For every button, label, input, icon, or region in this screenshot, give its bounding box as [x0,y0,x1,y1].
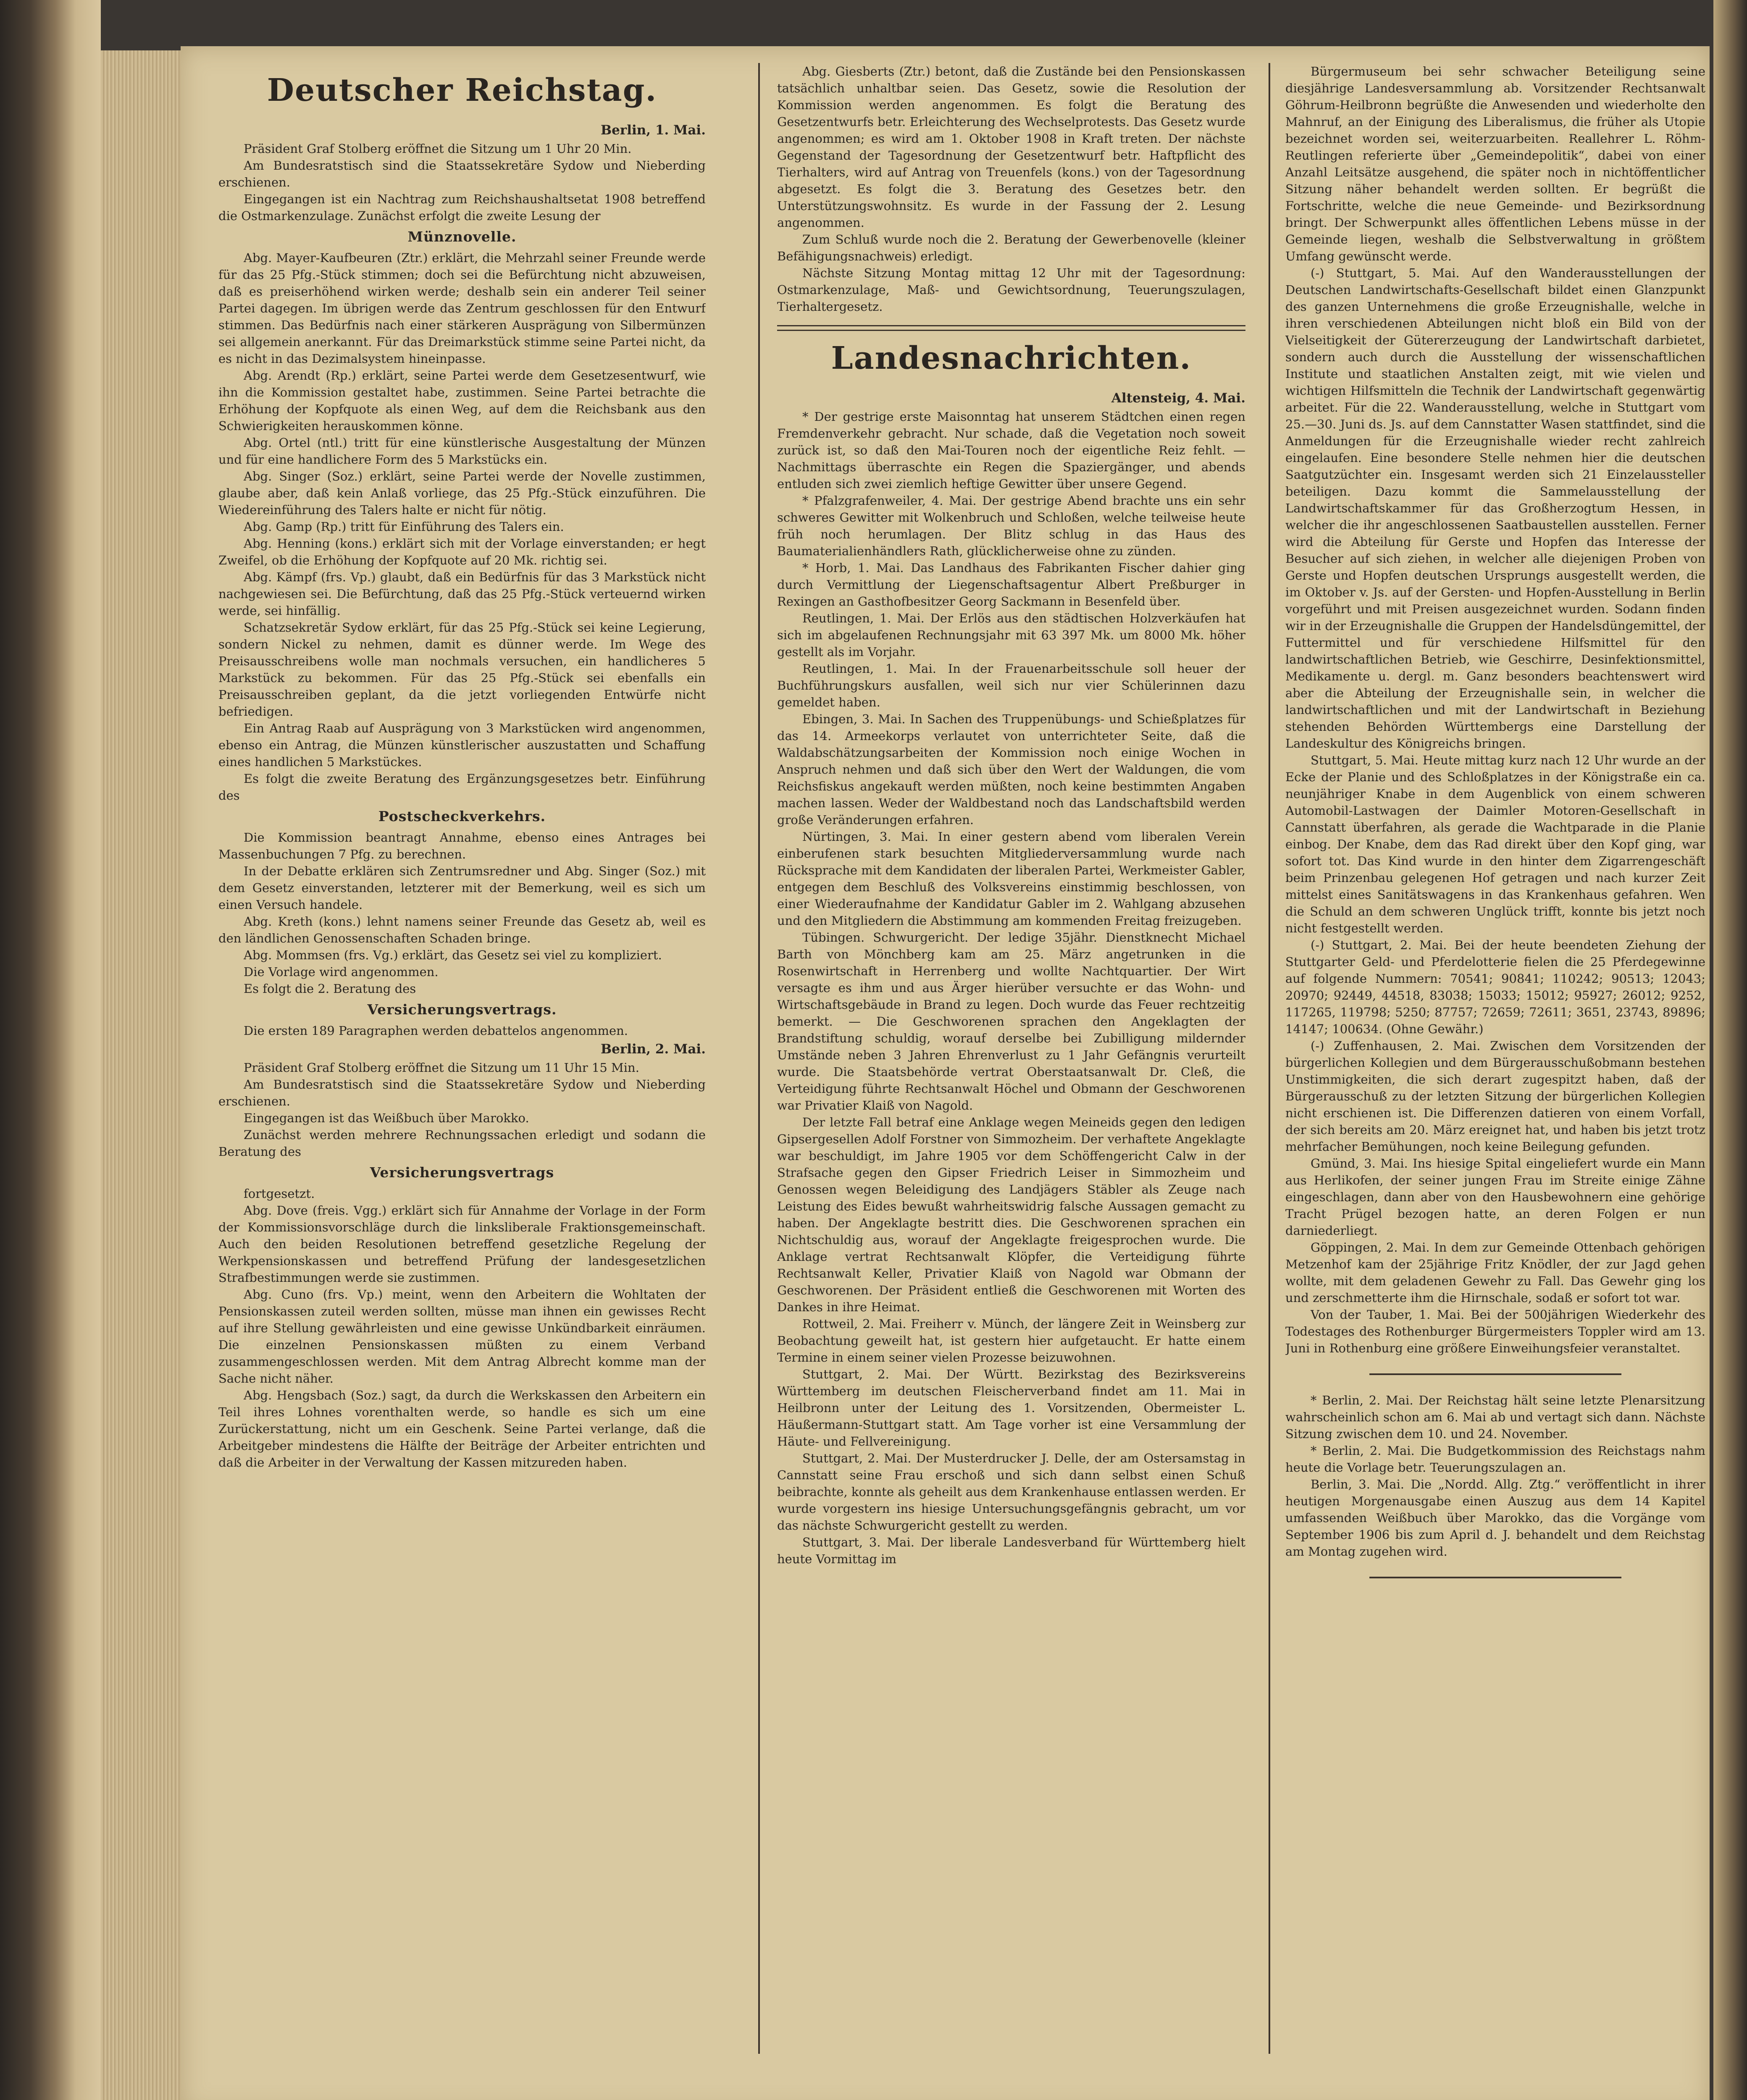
paragraph: Am Bundesratstisch sind die Staatssekretäre Sydow und Nieberding erschienen. [218,158,706,189]
paragraph: Abg. Singer (Soz.) erklärt, seine Partei werde der Novelle zustimmen, glaube aber, daß kein Anlaß vorliege, das 25 Pfg.-Stück einzuführen. Die Wiedereinführung des Talers halte er nicht für nötig. [218,469,706,517]
paragraph: Abg. Mommsen (frs. Vg.) erklärt, das Gesetz sei viel zu kompliziert. [244,948,662,962]
paragraph: (-) Stuttgart, 5. Mai. Auf den Wanderausstellungen der Deutschen Landwirtschafts-Gesellschaft bildet einen Glanzpunkt des ganzen Unternehmens die große Erzeugnishalle, welche in ihren verschiedenen Abteilungen nicht bloß ein Bild von der Vielseitigkeit der Gütererzeugung der Landwirtschaft darbietet, sondern auch durch die Ausstellung der wissenschaftlichen Institute und staatlichen Anstalten zeigt, mit wie vielen und wichtigen Hilfsmitteln die Technik der Landwirtschaft gegenwärtig arbeitet. Für die 22. Wanderausstellung, welche in Stuttgart vom 25.—30. Juni ds. Js. auf dem Cannstatter Wasen stattfindet, sind die Anmeldungen für die Erzeugnishalle wieder recht zahlreich eingelaufen. Eine besondere Stelle nehmen hier die deutschen Saatgutzüchter ein. Insgesamt werden sich 21 Einzelaussteller beteiligen. Dazu kommt die Sammelausstellung der Landwirtschaftskammer für das Großherzogtum Hessen, in welcher die ihr angeschlossenen Saatbaustellen ausstellen. Ferner wird die Abteilung für Gerste und Hopfen das Interesse der Besucher auf sich ziehen, in welcher alle diejenigen Proben von Gerste und Hopfen deutschen Ursprungs ausgestellt werden, die im Oktober v. Js. auf der Gersten- und Hopfen-Ausstellung in Berlin vorgeführt und mit Preisen ausgezeichnet wurden. Sodann finden wir in der Erzeugnishalle die Gruppen der Handelsdüngemittel, der Futtermittel und für verschiedene Hilfsmittel für den landwirtschaftlichen Betrieb, wie Geschirre, Desinfektionsmittel, Medikamente u. dergl. m. Ganz besonders beachtenswert wird aber die Abteilung der Erzeugnishalle sein, in welcher die landwirtschaftlichen und mit der Landwirtschaft in Beziehung stehenden Behörden Württembergs eine Darstellung der Landeskultur des Königreichs bringen. [1285,266,1705,751]
newspaper-page [181,46,1710,2100]
subheading: Münznovelle. [407,228,517,245]
paragraph: Göppingen, 2. Mai. In dem zur Gemeinde Ottenbach gehörigen Metzenhof kam der 25jährige Fritz Knödler, der zur Jagd gehen wollte, mit dem geladenen Gewehr zu Fall. Das Gewehr ging los und zerschmetterte ihm die Hirnschale, sodaß er sofort tot war. [1285,1240,1705,1305]
subheading: Postscheckverkehrs. [378,808,546,824]
paragraph: Die ersten 189 Paragraphen werden debattelos angenommen. [244,1024,628,1038]
paragraph: Präsident Graf Stolberg eröffnet die Sitzung um 1 Uhr 20 Min. [244,142,632,156]
paragraph: * Berlin, 2. Mai. Die Budgetkommission des Reichstags nahm heute die Vorlage betr. Teuerungszulagen an. [1285,1444,1705,1475]
paragraph: Abg. Kreth (kons.) lehnt namens seiner Freunde das Gesetz ab, weil es den ländlichen Genossenschaften Schaden bringe. [218,914,706,945]
paragraph: * Pfalzgrafenweiler, 4. Mai. Der gestrige Abend brachte uns ein sehr schweres Gewitter mit Wolkenbruch und Schloßen, welche teilweise heute früh noch herumlagen. Der Blitz schlug in das Haus des Baumaterialienhändlers Rath, glücklicherweise ohne zu zünden. [777,494,1245,558]
column-reichstag [218,63,706,2062]
paragraph: Reutlingen, 1. Mai. Der Erlös aus den städtischen Holzverkäufen hat sich im abgelaufenen Rechnungsjahr mit 63 397 Mk. um 8000 Mk. höher gestellt als im Vorjahr. [777,611,1245,659]
paragraph: Abg. Kämpf (frs. Vp.) glaubt, daß ein Bedürfnis für das 3 Markstück nicht nachgewiesen sei. Die Befürchtung, daß das 25 Pfg.-Stück verteuernd wirken werde, sei hinfällig. [218,570,706,618]
separator-rule [1369,1577,1621,1578]
paragraph: * Horb, 1. Mai. Das Landhaus des Fabrikanten Fischer dahier ging durch Vermittlung der Liegenschaftsagentur Albert Preßburger in Rexingen an Gasthofbesitzer Georg Sackmann in Besenfeld über. [777,561,1245,609]
paragraph: * Berlin, 2. Mai. Der Reichstag hält seine letzte Plenarsitzung wahrscheinlich schon am 6. Mai ab und vertagt sich dann. Nächste Sitzung zwischen dem 10. und 24. November. [1285,1393,1705,1441]
paragraph: Stuttgart, 5. Mai. Heute mittag kurz nach 12 Uhr wurde an der Ecke der Planie und des Schloßplatzes in der Königstraße ein ca. neunjähriger Knabe in dem Augenblick von einem schweren Automobil-Lastwagen der Daimler Motoren-Gesellschaft in Cannstatt überfahren, als gerade die Wachtparade in die Planie einbog. Der Knabe, dem das Rad direkt über den Kopf ging, war sofort tot. Das Kind wurde in den hinter dem Zigarrengeschäft beim Prinzenbau gelegenen Hof getragen und nach kurzer Zeit mittelst eines Sanitätswagens in das Krankenhaus gefahren. Wen die Schuld an dem schweren Unglück trifft, konnte bis jetzt noch nicht festgestellt werden. [1285,753,1705,935]
paragraph: Bürgermuseum bei sehr schwacher Beteiligung seine diesjährige Landesversammlung ab. Vorsitzender Rechtsanwalt Göhrum-Heilbronn begrüßte die Anwesenden und wiederholte den Mahnruf, an der Einigung des Liberalismus, die früher als Utopie bezeichnet worden sei, weiterzuarbeiten. Reallehrer L. Röhm-Reutlingen referierte über „Gemeindepolitik“, dabei von einer Anzahl Leitsätze ausgehend, die später noch in nichtöffentlicher Sitzung näher behandelt werden sollten. Er begrüßt die Fortschritte, welche die neue Gemeinde- und Bezirksordnung bringt. Der Schwerpunkt alles öffentlichen Lebens müsse in der Gemeinde liegen, weshalb die Selbstverwaltung in größtem Umfang gewünscht werde. [1285,64,1705,263]
paragraph: Abg. Mayer-Kaufbeuren (Ztr.) erklärt, die Mehrzahl seiner Freunde werde für das 25 Pfg.-Stück stimmen; doch sei die Befürchtung nicht abzuweisen, daß es preiserhöhend wirken werde; deshalb sein ein anderer Teil seiner Partei dagegen. Im übrigen werde das Zentrum geschlossen für den Entwurf stimmen. Das Bedürfnis nach einer stärkeren Ausprägung von Silbermünzen sei allgemein anerkannt. Für das Dreimarkstück stimme seine Partei nicht, da es nicht in das Dezimalsystem hineinpasse. [218,251,706,366]
dateline: Altensteig, 4. Mai. [1111,391,1245,406]
paragraph: Nächste Sitzung Montag mittag 12 Uhr mit der Tagesordnung: Ostmarkenzulage, Maß- und Gewichtsordnung, Teuerungszulagen, Tierhaltergesetz. [777,266,1245,314]
section-title-reichstag: Deutscher Reichstag. [267,72,657,108]
paragraph: Zum Schluß wurde noch die 2. Beratung der Gewerbenovelle (kleiner Befähigungsnachweis) erledigt. [777,232,1245,263]
column-rule [758,63,760,2054]
paragraph: Nürtingen, 3. Mai. In einer gestern abend vom liberalen Verein einberufenen stark besuchten Mitgliederversammlung wurde nach Rücksprache mit dem Kandidaten der liberalen Partei, Werkmeister Gabler, entgegen dem Beschluß des Volksvereins einstimmig beschlossen, von einer Wiederaufnahme der Kandidatur Gabler im 2. Wahlgang abzusehen und den Mitgliedern die Abstimmung am kommenden Freitag freizugeben. [777,830,1245,928]
paragraph: Eingegangen ist das Weißbuch über Marokko. [244,1111,529,1125]
paragraph: (-) Stuttgart, 2. Mai. Bei der heute beendeten Ziehung der Stuttgarter Geld- und Pferdelotterie fielen die 25 Pferdegewinne auf folgende Nummern: 70541; 90841; 110242; 90513; 12043; 20970; 92449, 44518, 83038; 15033; 15012; 95927; 26012; 9252, 117265, 119798; 5250; 87757; 72659; 72611; 3651, 23743, 89896; 14147; 100634. (Ohne Gewähr.) [1285,938,1705,1036]
paragraph: Stuttgart, 2. Mai. Der Musterdrucker J. Delle, der am Ostersamstag in Cannstatt seine Frau erschoß und sich dann selbst einen Schuß beibrachte, konnte als geheilt aus dem Krankenhause entlassen werden. Er wurde vorgestern ins hiesige Untersuchungsgefängnis gebracht, um vor das nächste Schwurgericht gestellt zu werden. [777,1451,1245,1533]
paragraph: In der Debatte erklären sich Zentrumsredner und Abg. Singer (Soz.) mit dem Gesetz einverstanden, letzterer mit der Bemerkung, weil es sich um einen Versuch handele. [218,864,706,912]
paragraph: Es folgt die zweite Beratung des Ergänzungsgesetzes betr. Einführung des [218,772,706,803]
paragraph: Ein Antrag Raab auf Ausprägung von 3 Markstücken wird angenommen, ebenso ein Antrag, die Münzen künstlerischer auszustatten und Schaffung eines handlichen 5 Markstückes. [218,721,706,769]
dateline: Berlin, 1. Mai. [600,123,706,138]
book-binding [1713,0,1747,2100]
paragraph: * Der gestrige erste Maisonntag hat unserem Städtchen einen regen Fremdenverkehr gebracht. Nur schade, daß die Vegetation noch soweit zurück ist, so daß den Mai-Touren noch der eigentliche Reiz fehlt. — Nachmittags überraschte ein Regen die Spaziergänger, und abends entluden sich zwei ziemlich heftige Gewitter über unsere Gegend. [777,410,1245,491]
column-rule [1269,63,1270,2054]
paragraph: Eingegangen ist ein Nachtrag zum Reichshaushaltsetat 1908 betreffend die Ostmarkenzulage. Zunächst erfolgt die zweite Lesung der [218,192,706,223]
double-rule [777,325,1245,331]
paragraph: Von der Tauber, 1. Mai. Bei der 500jährigen Wiederkehr des Todestages des Rothenburger Bürgermeisters Toppler wird am 13. Juni in Rothenburg eine größere Einweihungsfeier veranstaltet. [1285,1307,1705,1355]
paragraph: Abg. Ortel (ntl.) tritt für eine künstlerische Ausgestaltung der Münzen und für eine handlichere Form des 5 Markstücks ein. [218,436,706,467]
paragraph: Präsident Graf Stolberg eröffnet die Sitzung um 11 Uhr 15 Min. [244,1060,639,1075]
separator-rule [1369,1373,1621,1375]
paragraph: Zunächst werden mehrere Rechnungssachen erledigt und sodann die Beratung des [218,1128,706,1159]
paragraph: Am Bundesratstisch sind die Staatssekretäre Sydow und Nieberding erschienen. [218,1077,706,1108]
paragraph: Der letzte Fall betraf eine Anklage wegen Meineids gegen den ledigen Gipsergesellen Adolf Forstner von Simmozheim. Der verhaftete Angeklagte war beschuldigt, im Jahre 1905 vor dem Schöffengericht Calw in der Strafsache gegen den Gipser Friedrich Leiser in Simmozheim und Genossen wegen Beleidigung des Landjägers Stäbler als Zeuge nach Leistung des Eides bewußt wahrheitswidrig falsche Aussagen gemacht zu haben. Der Angeklagte bestritt dies. Die Geschworenen sprachen ein Nichtschuldig aus, worauf der Angeklagte freigesprochen wurde. Die Anklage vertrat Rechtsanwalt Klöpfer, die Verteidigung führte Rechtsanwalt Keller, Privatier Klaiß von Nagold war Obmann der Geschworenen. Der Präsident entließ die Geschworenen mit Worten des Dankes in ihre Heimat. [777,1115,1245,1314]
subheading: Versicherungsvertrags. [367,1001,557,1018]
subheading: Versicherungsvertrags [370,1164,554,1181]
paragraph: Es folgt die 2. Beratung des [244,982,416,996]
paragraph: Stuttgart, 3. Mai. Der liberale Landesverband für Württemberg hielt heute Vormittag im [777,1535,1245,1566]
section-title-landesnachrichten: Landesnachrichten. [831,340,1192,376]
column-news-continued [1285,63,1705,2062]
page-edges [101,50,189,2100]
dateline: Berlin, 2. Mai. [600,1042,706,1057]
paragraph: Abg. Hengsbach (Soz.) sagt, da durch die Werkskassen den Arbeitern ein Teil ihres Lohnes vorenthalten werde, so handle es sich um eine Zurückerstattung, nicht um ein Geschenk. Seine Partei verlange, daß die Arbeitgeber mindestens die Hälfte der Beiträge der Arbeiter entrichten und daß die Arbeiter in der Verwaltung der Kassen mitzureden haben. [218,1388,706,1470]
paragraph: Die Kommission beantragt Annahme, ebenso eines Antrages bei Massenbuchungen 7 Pfg. zu berechnen. [218,830,706,861]
paragraph: fortgesetzt. [244,1186,315,1201]
paragraph: Die Vorlage wird angenommen. [244,965,439,979]
paragraph: Abg. Arendt (Rp.) erklärt, seine Partei werde dem Gesetzesentwurf, wie ihn die Kommission gestaltet habe, zustimmen. Seine Partei betrachte die Erhöhung der Kopfquote als einen Weg, auf dem die Reichsbank aus den Schwierigkeiten herauskommen könne. [218,368,706,433]
book-fore-edge [0,0,101,2100]
paragraph: Stuttgart, 2. Mai. Der Württ. Bezirkstag des Bezirksvereins Württemberg im deutschen Fleischerverband findet am 11. Mai in Heilbronn unter der Leitung des 1. Vorsitzenden, Obermeister L. Häußermann-Stuttgart statt. Am Tage vorher ist eine Versammlung der Häute- und Fellvereinigung. [777,1367,1245,1449]
column-landesnachrichten [777,63,1245,2062]
paragraph: Abg. Henning (kons.) erklärt sich mit der Vorlage einverstanden; er hegt Zweifel, ob die Erhöhung der Kopfquote auf 20 Mk. richtig sei. [218,536,706,567]
paragraph: Ebingen, 3. Mai. In Sachen des Truppenübungs- und Schießplatzes für das 14. Armeekorps verlautet von unterrichteter Seite, daß die Waldabschätzungsarbeiten der Kommission noch einige Wochen in Anspruch nehmen und daß sich über den Wert der Waldungen, die vom Reichsfiskus angekauft werden müßten, noch keine bestimmten Angaben machen lassen. Weder der Waldbestand noch das Landschaftsbild werden große Veränderungen erfahren. [777,712,1245,827]
paragraph: (-) Zuffenhausen, 2. Mai. Zwischen dem Vorsitzenden der bürgerlichen Kollegien und dem Bürgerausschußobmann bestehen Unstimmigkeiten, die sich derart zugespitzt haben, daß der Bürgerausschuß zu der letzten Sitzung der bürgerlichen Kollegien nicht erschienen ist. Die Differenzen datieren von einem Vorfall, der sich bereits am 20. März ereignet hat, und haben bis jetzt trotz mehrfacher Bemühungen, noch keine Beilegung gefunden. [1285,1039,1705,1154]
paragraph: Tübingen. Schwurgericht. Der ledige 35jähr. Dienstknecht Michael Barth von Mönchberg kam am 25. März angetrunken in die Rosenwirtschaft in Herrenberg und wollte Nachtquartier. Der Wirt versagte es ihm und aus Ärger hierüber versuchte er das Wohn- und Wirtschaftsgebäude in Brand zu legen. Doch wurde das Feuer rechtzeitig bemerkt. — Die Geschworenen sprachen den Angeklagten der Brandstiftung schuldig, worauf derselbe bei Zubilligung mildernder Umstände neben 3 Jahren Ehrenverlust zu 1 Jahr Gefängnis verurteilt wurde. Die Staatsbehörde vertrat Oberstaatsanwalt Dr. Cleß, die Verteidigung führte Rechtsanwalt Höchel und Obmann der Geschworenen war Privatier Klaiß von Nagold. [777,930,1245,1113]
paragraph: Berlin, 3. Mai. Die „Nordd. Allg. Ztg.“ veröffentlicht in ihrer heutigen Morgenausgabe einen Auszug aus dem 14 Kapitel umfassenden Weißbuch über Marokko, das die Vorgänge vom September 1906 bis zum April d. J. behandelt und dem Reichstag am Montag zugehen wird. [1285,1477,1705,1559]
paragraph: Abg. Gamp (Rp.) tritt für Einführung des Talers ein. [244,520,564,534]
paragraph: Gmünd, 3. Mai. Ins hiesige Spital eingeliefert wurde ein Mann aus Herlikofen, der seiner jungen Frau im Streite einige Zähne eingeschlagen, dann aber von den Hausbewohnern eine gehörige Tracht Prügel bezogen hatte, an deren Folgen er nun darniederliegt. [1285,1156,1705,1238]
paragraph: Schatzsekretär Sydow erklärt, für das 25 Pfg.-Stück sei keine Legierung, sondern Nickel zu nehmen, damit es dünner werde. Im Wege des Preisausschreibens wolle man nochmals versuchen, ein handlicheres 5 Markstück zu bekommen. Für das 25 Pfg.-Stück sei ebenfalls ein Preisausschreiben geplant, da die jetzt vorliegenden Entwürfe nicht befriedigen. [218,620,706,719]
paragraph: Abg. Dove (freis. Vgg.) erklärt sich für Annahme der Vorlage in der Form der Kommissionsvorschläge durch die linksliberale Fraktionsgemeinschaft. Auch den beiden Resolutionen betreffend gesetzliche Regelung der Werkpensionskassen und betreffend Prüfung der landesgesetzlichen Strafbestimmungen werde sie zustimmen. [218,1203,706,1285]
paragraph: Rottweil, 2. Mai. Freiherr v. Münch, der längere Zeit in Weinsberg zur Beobachtung geweilt hat, ist gestern hier aufgetaucht. Er hatte einem Termine in einem seiner vielen Prozesse beizuwohnen. [777,1317,1245,1365]
paragraph: Abg. Giesberts (Ztr.) betont, daß die Zustände bei den Pensionskassen tatsächlich unhaltbar seien. Das Gesetz, sowie die Resolution der Kommission werden angenommen. Es folgt die Beratung des Gesetzentwurfs betr. Erleichterung des Wechselprotests. Das Gesetz wurde angenommen; es wird am 1. Oktober 1908 in Kraft treten. Der nächste Gegenstand der Tagesordnung der Gesetzentwurf betr. Haftpflicht des Tierhalters, wird auf Antrag von Treuenfels (kons.) von der Tagesordnung abgesetzt. Es folgt die 3. Beratung des Gesetzes betr. den Unterstützungswohnsitz. Es wurde in der Fassung der 2. Lesung angenommen. [777,64,1245,230]
paragraph: Reutlingen, 1. Mai. In der Frauenarbeitsschule soll heuer der Buchführungskurs ausfallen, weil sich nur vier Schülerinnen dazu gemeldet haben. [777,662,1245,709]
paragraph: Abg. Cuno (frs. Vp.) meint, wenn den Arbeitern die Wohltaten der Pensionskassen zuteil werden sollten, müsse man ihnen ein gewisses Recht auf ihre Stellung gewährleisten und eine gewisse Unkündbarkeit einräumen. Die einzelnen Pensionskassen müßten zu einem Verband zusammengeschlossen werden. Mit dem Antrag Albrecht komme man der Sache nicht näher. [218,1287,706,1386]
